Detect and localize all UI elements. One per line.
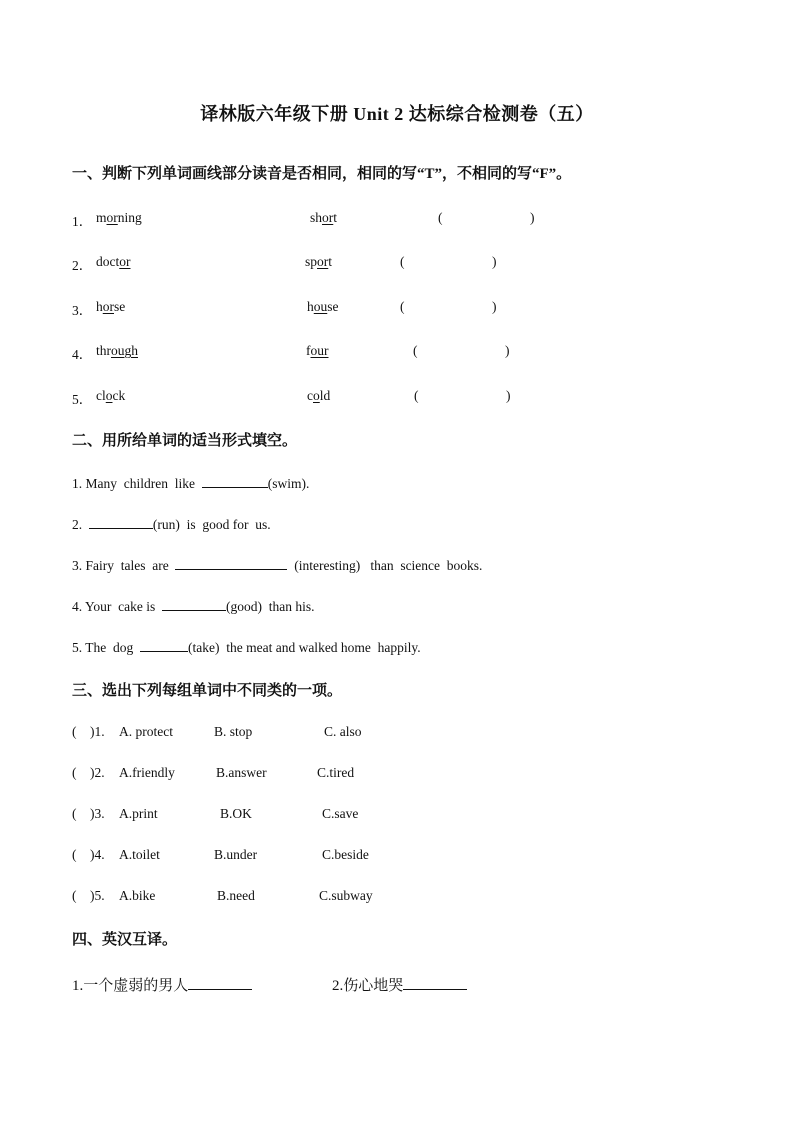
underlined-part: or <box>102 299 114 314</box>
section1-heading: 一、判断下列单词画线部分读音是否相同，相同的写“T”，不相同的写“F”。 <box>72 166 572 182</box>
answer-blank[interactable] <box>140 639 188 652</box>
option-b: B. stop <box>214 724 253 739</box>
answer-paren: ( )1. <box>72 724 105 739</box>
word-2: house <box>307 299 339 314</box>
word-2: sport <box>305 254 333 269</box>
underlined-part: or <box>106 210 118 225</box>
underlined-part: or <box>322 210 334 225</box>
underlined-part: ou <box>313 299 328 314</box>
word-1: horse <box>96 299 126 314</box>
section4-heading: 四、英汉互译。 <box>72 932 178 948</box>
answer-bracket-open: ( <box>400 254 405 269</box>
underlined-part: o <box>313 388 320 403</box>
answer-blank[interactable] <box>175 557 287 570</box>
underlined-part: ough <box>111 343 138 358</box>
answer-bracket-open: ( <box>413 343 418 358</box>
item-number: 2． <box>72 258 93 273</box>
answer-bracket-close: ) <box>506 388 511 403</box>
fill-blank-item-3: 3. Fairy tales are (interesting) than science books. <box>72 558 483 573</box>
answer-blank[interactable] <box>202 475 268 488</box>
item-number: 4． <box>72 347 93 362</box>
answer-bracket-open: ( <box>438 210 443 225</box>
word-2: four <box>306 343 329 358</box>
answer-blank[interactable] <box>162 598 226 611</box>
word-2: cold <box>307 388 331 403</box>
answer-blank[interactable] <box>188 977 252 990</box>
answer-bracket-close: ) <box>530 210 535 225</box>
fill-blank-item-4: 4. Your cake is (good) than his. <box>72 599 315 614</box>
fill-blank-item-2: 2. (run) is good for us. <box>72 517 271 532</box>
translation-item-1: 1.一个虚弱的男人 <box>72 974 252 995</box>
item-number: 3． <box>72 303 93 318</box>
answer-bracket-close: ) <box>492 254 497 269</box>
option-b: B.need <box>217 888 255 903</box>
option-c: C.beside <box>322 847 369 862</box>
answer-paren: ( )3. <box>72 806 105 821</box>
word-1: through <box>96 343 138 358</box>
answer-bracket-open: ( <box>414 388 419 403</box>
word-1: doctor <box>96 254 131 269</box>
option-a: A.print <box>119 806 158 821</box>
option-c: C.tired <box>317 765 355 780</box>
section2-heading: 二、用所给单词的适当形式填空。 <box>72 433 298 449</box>
word-1: clock <box>96 388 126 403</box>
option-b: B.OK <box>220 806 252 821</box>
answer-blank[interactable] <box>89 516 153 529</box>
word-1: morning <box>96 210 142 225</box>
answer-blank[interactable] <box>403 977 467 990</box>
fill-blank-item-5: 5. The dog (take) the meat and walked home happily. <box>72 640 421 655</box>
option-a: A.toilet <box>119 847 160 862</box>
translation-item-2: 2.伤心地哭 <box>332 974 467 995</box>
item-number: 1． <box>72 214 93 229</box>
answer-bracket-close: ) <box>505 343 510 358</box>
option-b: B.under <box>214 847 258 862</box>
answer-paren: ( )5. <box>72 888 105 903</box>
section3-heading: 三、选出下列每组单词中不同类的一项。 <box>72 683 343 699</box>
answer-paren: ( )2. <box>72 765 105 780</box>
word-2: short <box>310 210 338 225</box>
page-title: 译林版六年级下册 Unit 2 达标综合检测卷（五） <box>200 104 594 124</box>
answer-paren: ( )4. <box>72 847 105 862</box>
option-a: A.friendly <box>119 765 175 780</box>
option-c: C.subway <box>319 888 373 903</box>
answer-bracket-open: ( <box>400 299 405 314</box>
underlined-part: o <box>105 388 113 403</box>
underlined-part: or <box>119 254 131 269</box>
fill-blank-item-1: 1. Many children like (swim). <box>72 476 310 491</box>
item-number: 5． <box>72 392 93 407</box>
option-c: C.save <box>322 806 359 821</box>
option-a: A. protect <box>119 724 173 739</box>
option-a: A.bike <box>119 888 156 903</box>
answer-bracket-close: ) <box>492 299 497 314</box>
option-b: B.answer <box>216 765 267 780</box>
option-c: C. also <box>324 724 362 739</box>
underlined-part: or <box>317 254 329 269</box>
underlined-part: our <box>310 343 329 358</box>
